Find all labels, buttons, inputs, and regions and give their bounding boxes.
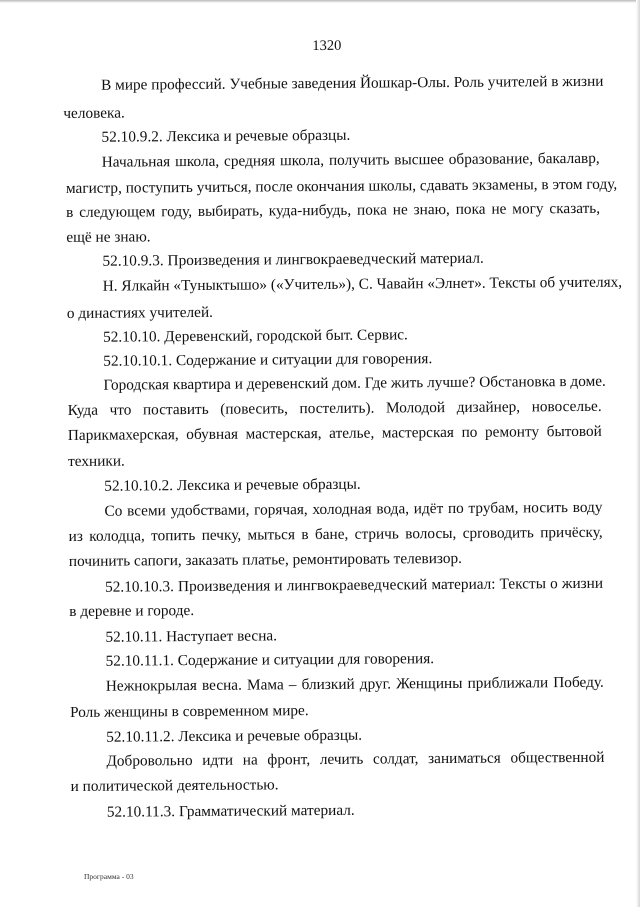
text-line: Городская квартира и деревенский дом. Где жить лучше? Обстановка в доме. <box>103 372 606 394</box>
section-heading: 52.10.11.2. Лексика и речевые образцы. <box>106 726 363 746</box>
section-heading: 52.10.10.2. Лексика и речевые образцы. <box>104 475 361 495</box>
text-line: Нежнокрылая весна. Мама – близкий друг. Женщины приближали Победу. <box>105 673 604 695</box>
text-line: Добровольно идти на фронт, лечить солдат, заниматься общественной <box>106 748 605 770</box>
text-line: в деревне и городе. <box>69 601 195 620</box>
text-line: магистр, поступить учиться, после окончания школы, сдавать экзамены, в этом году, <box>65 175 618 197</box>
text-line: починить сапоги, заказать платье, ремонтировать телевизор. <box>68 549 463 570</box>
text-line: Куда что поставить (повесить, постелить). Молодой дизайнер, новоселье. <box>67 397 602 419</box>
section-heading: 52.10.11.3. Грамматический материал. <box>106 801 355 821</box>
text-line: человека. <box>63 104 125 123</box>
section-heading: 52.10.10. Деревенский, городской быт. Сервис. <box>103 326 408 346</box>
text-line: в следующем году, выбирать, куда-нибудь, пока не знаю, пока не могу сказать, <box>66 199 601 221</box>
text-line: техники. <box>67 452 125 470</box>
text-line: В мире профессий. Учебные заведения Йошкар-Олы. Роль учителей в жизни <box>101 72 604 94</box>
section-heading: 52.10.9.3. Произведения и лингвокраеведческий материал. <box>102 249 484 270</box>
text-line: и политической деятельностью. <box>70 776 279 795</box>
section-heading: 52.10.9.2. Лексика и речевые образцы. <box>101 126 351 146</box>
section-heading: 52.10.10.1. Содержание и ситуации для говорения. <box>103 350 433 370</box>
text-line: Н. Ялкайн «Туныктышо» («Учитель»), С. Чавайн «Элнет». Тексты об учителях, <box>102 273 623 295</box>
text-line: о династиях учителей. <box>66 303 213 322</box>
text-line: Со всеми удобствами, горячая, холодная вода, идёт по трубам, носить воду <box>104 498 603 520</box>
text-line: ещё не знаю. <box>66 228 151 246</box>
section-heading: 52.10.11.1. Содержание и ситуации для говорения. <box>105 650 435 670</box>
footer-program-code: Программа - 03 <box>84 872 134 881</box>
section-heading: 52.10.11. Наступает весна. <box>105 627 278 646</box>
text-line: Парикмахерская, обувная мастерская, ателье, мастерская по ремонту бытовой <box>67 422 602 444</box>
section-heading: 52.10.10.3. Произведения и лингвокраеведческий материал: Тексты о жизни <box>104 574 604 596</box>
text-line: Начальная школа, средняя школа, получить высшее образование, бакалавр, <box>101 149 600 171</box>
text-line: Роль женщины в современном мире. <box>69 702 309 721</box>
page-number: 1320 <box>312 37 342 55</box>
text-line: из колодца, топить печку, мыться в бане, стричь волосы, сproводить причёску, <box>68 523 603 545</box>
